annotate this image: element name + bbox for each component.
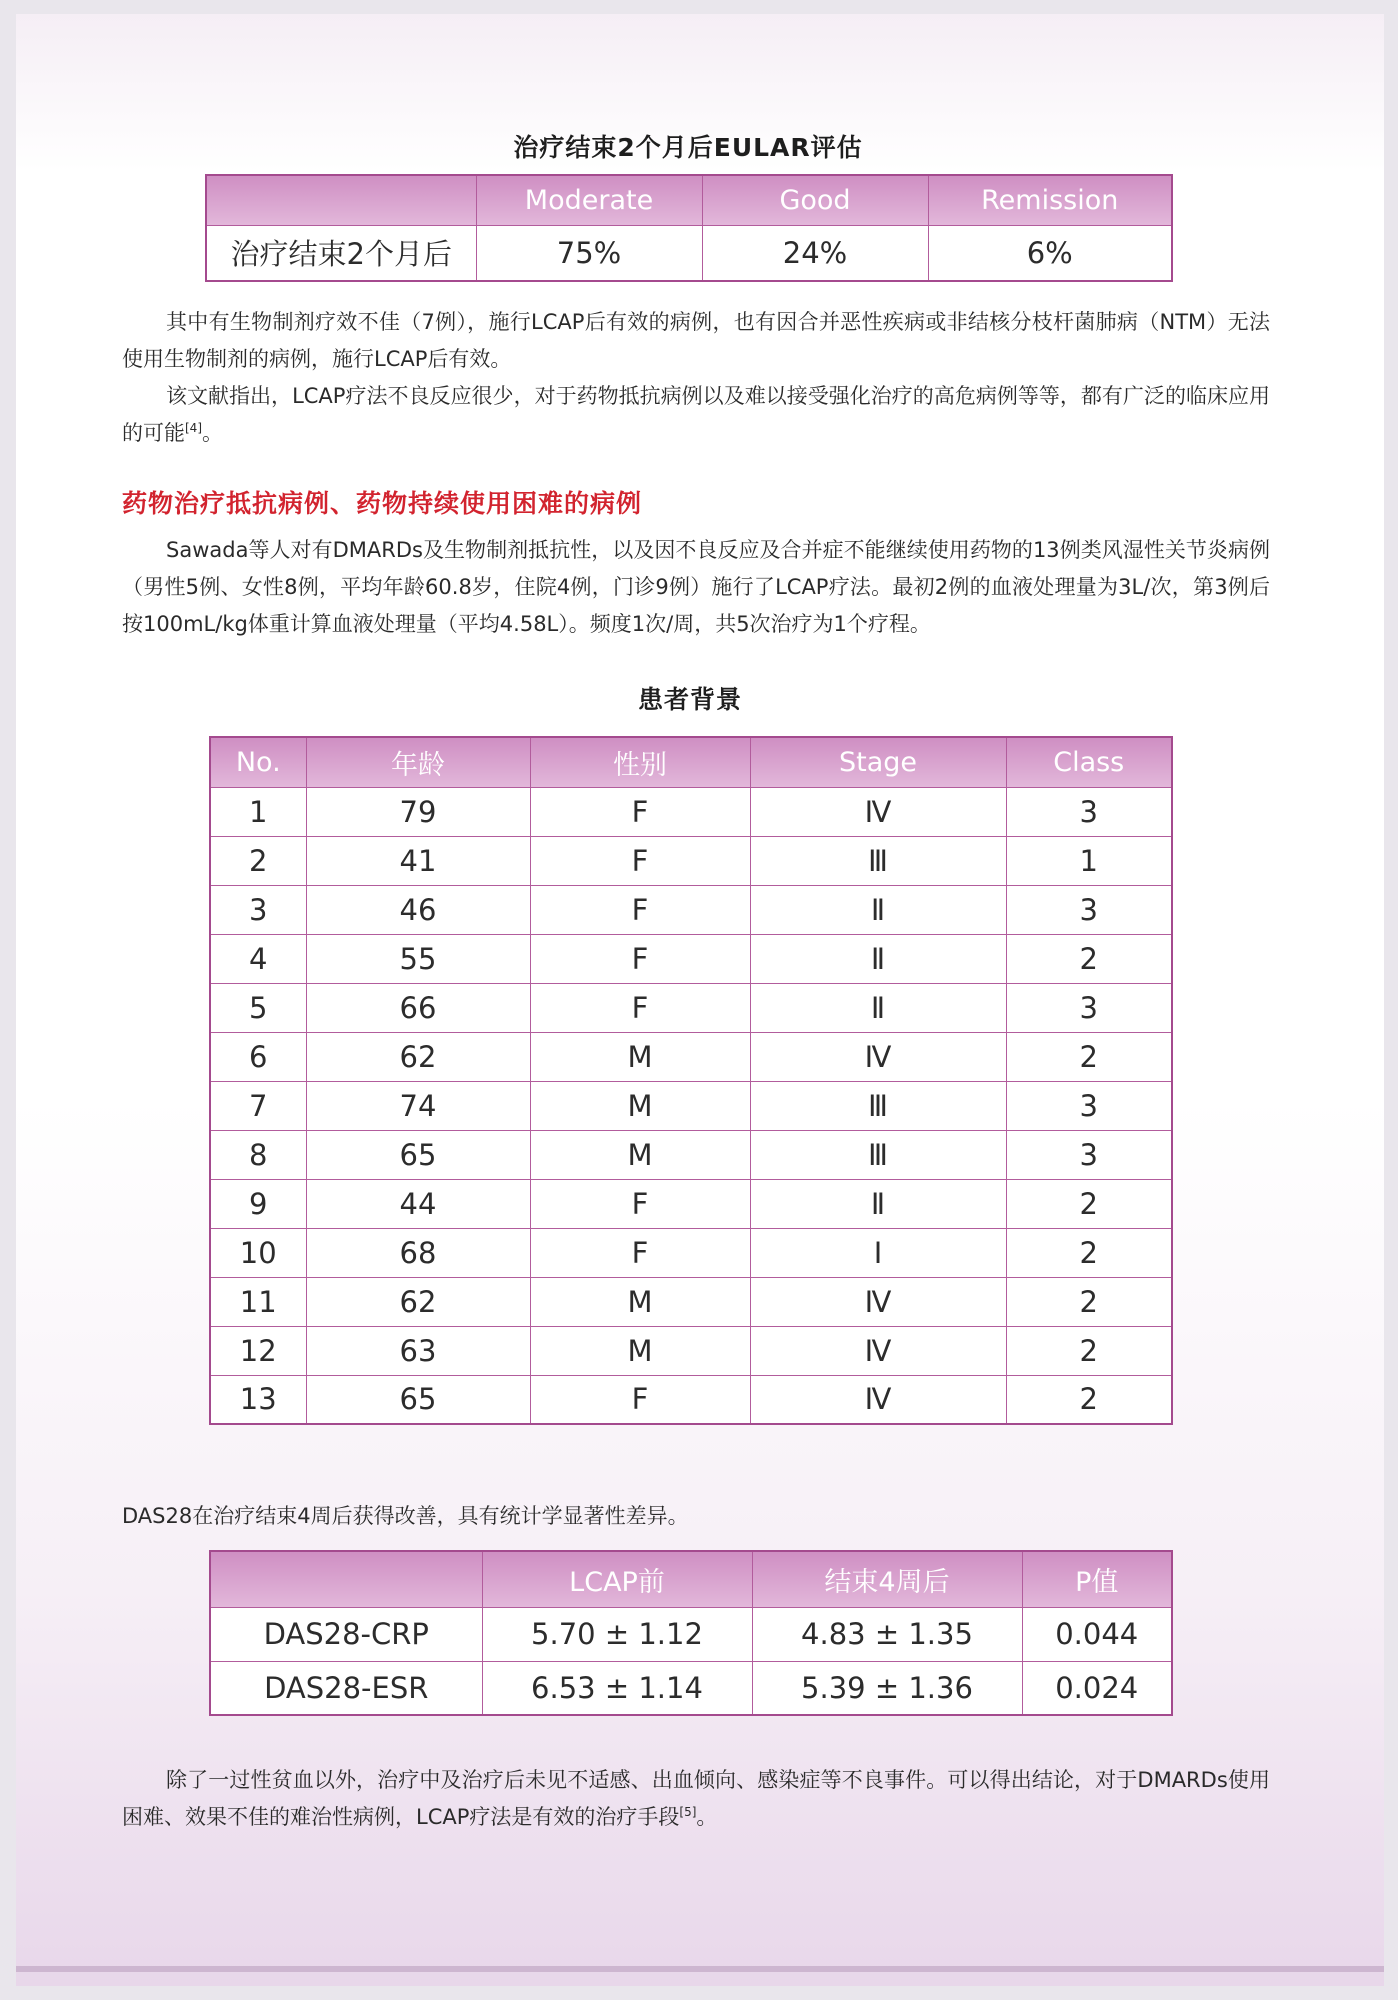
eular-table xyxy=(205,174,1173,282)
table-cell: 0.044 xyxy=(1022,1607,1172,1661)
table-cell: F xyxy=(530,885,750,934)
eular-header-good: Good xyxy=(702,175,928,225)
table-row xyxy=(210,787,1172,836)
table-cell: F xyxy=(530,1375,750,1424)
table-row xyxy=(210,983,1172,1032)
table-row xyxy=(210,885,1172,934)
patient-header-no: No. xyxy=(210,737,306,787)
table-row xyxy=(210,1032,1172,1081)
table-row xyxy=(210,1179,1172,1228)
table-row xyxy=(210,836,1172,885)
table-cell: 2 xyxy=(1006,1032,1172,1081)
table-cell: 63 xyxy=(306,1326,530,1375)
table-cell: 5.70 ± 1.12 xyxy=(482,1607,752,1661)
table-cell: Ⅳ xyxy=(750,787,1006,836)
das-header-before: LCAP前 xyxy=(482,1551,752,1607)
table-cell: 3 xyxy=(1006,885,1172,934)
conclusion-end: 。 xyxy=(696,1805,718,1829)
table-cell: 1 xyxy=(210,787,306,836)
table-row xyxy=(210,1081,1172,1130)
reference-4: [4] xyxy=(185,421,202,435)
table-row xyxy=(210,1277,1172,1326)
section-heading: 药物治疗抵抗病例、药物持续使用困难的病例 xyxy=(122,489,643,518)
table-cell: 62 xyxy=(306,1277,530,1326)
table-row xyxy=(210,1375,1172,1424)
paragraph-conclusion xyxy=(122,1762,1270,1836)
table-cell: 2 xyxy=(1006,1179,1172,1228)
table-cell: Ⅳ xyxy=(750,1326,1006,1375)
table-cell: Ⅱ xyxy=(750,1179,1006,1228)
table-cell: Ⅰ xyxy=(750,1228,1006,1277)
reference-5: [5] xyxy=(679,1805,697,1819)
table-cell: F xyxy=(530,1228,750,1277)
table-cell: 2 xyxy=(1006,1277,1172,1326)
eular-header-empty xyxy=(206,175,476,225)
table-cell: 5.39 ± 1.36 xyxy=(752,1661,1022,1715)
table-cell: Ⅳ xyxy=(750,1032,1006,1081)
das-header-empty xyxy=(210,1551,482,1607)
table-cell: 4 xyxy=(210,934,306,983)
table-cell: 2 xyxy=(1006,1228,1172,1277)
table-cell: F xyxy=(530,836,750,885)
table-cell: F xyxy=(530,983,750,1032)
table-cell: M xyxy=(530,1326,750,1375)
table-cell: 11 xyxy=(210,1277,306,1326)
table-cell: 65 xyxy=(306,1130,530,1179)
table-cell: DAS28-ESR xyxy=(210,1661,482,1715)
table-cell: Ⅲ xyxy=(750,1081,1006,1130)
paragraph-sawada: Sawada等人对有DMARDs及生物制剂抵抗性，以及因不良反应及合并症不能继续使用药物的13例类风湿性关节炎病例（男性5例、女性8例，平均年龄60.8岁，住院4例，门诊9例）施行了LCAP疗法。最初2例的血液处理量为3L/次，第3例后按100mL/kg体重计算血液处理量（平均4.58L）。频度1次/周，共5次治疗为1个疗程。 xyxy=(122,538,1270,636)
table-row xyxy=(210,1228,1172,1277)
table-row xyxy=(210,1130,1172,1179)
table-cell: Ⅱ xyxy=(750,983,1006,1032)
table-cell: 2 xyxy=(210,836,306,885)
table-cell: 62 xyxy=(306,1032,530,1081)
table-cell: 9 xyxy=(210,1179,306,1228)
table-cell: 41 xyxy=(306,836,530,885)
table-cell: 6.53 ± 1.14 xyxy=(482,1661,752,1715)
table-cell: M xyxy=(530,1032,750,1081)
table-cell: F xyxy=(530,787,750,836)
patient-table-caption: 患者背景 xyxy=(637,685,742,714)
table-cell: 2 xyxy=(1006,934,1172,983)
table-cell: Ⅱ xyxy=(750,934,1006,983)
eular-header-moderate: Moderate xyxy=(476,175,702,225)
table-cell: 46 xyxy=(306,885,530,934)
table-cell: Ⅲ xyxy=(750,836,1006,885)
das-intro: DAS28在治疗结束4周后获得改善，具有统计学显著性差异。 xyxy=(122,1504,689,1528)
table-cell: 3 xyxy=(1006,1081,1172,1130)
patient-table xyxy=(209,736,1173,1425)
table-cell: 55 xyxy=(306,934,530,983)
table-row xyxy=(210,1326,1172,1375)
table-row xyxy=(206,225,1172,281)
table-cell: 2 xyxy=(1006,1375,1172,1424)
table-cell: 3 xyxy=(1006,1130,1172,1179)
table-cell: 44 xyxy=(306,1179,530,1228)
document-page xyxy=(16,14,1384,1986)
table-cell: 24% xyxy=(702,225,928,281)
table-cell: 0.024 xyxy=(1022,1661,1172,1715)
table-cell: 6 xyxy=(210,1032,306,1081)
das-header-p: P值 xyxy=(1022,1551,1172,1607)
das-header-after: 结束4周后 xyxy=(752,1551,1022,1607)
table-cell: 68 xyxy=(306,1228,530,1277)
patient-header-class: Class xyxy=(1006,737,1172,787)
eular-table-caption: 治疗结束2个月后EULAR评估 xyxy=(513,133,863,162)
table-row xyxy=(210,1607,1172,1661)
table-cell: M xyxy=(530,1130,750,1179)
table-cell: DAS28-CRP xyxy=(210,1607,482,1661)
table-cell: 79 xyxy=(306,787,530,836)
table-cell: 1 xyxy=(1006,836,1172,885)
table-cell: 8 xyxy=(210,1130,306,1179)
table-row xyxy=(210,1661,1172,1715)
table-cell: 4.83 ± 1.35 xyxy=(752,1607,1022,1661)
table-cell: 13 xyxy=(210,1375,306,1424)
table-cell: 66 xyxy=(306,983,530,1032)
table-cell: 10 xyxy=(210,1228,306,1277)
table-cell: M xyxy=(530,1277,750,1326)
table-cell: Ⅱ xyxy=(750,885,1006,934)
table-cell: Ⅳ xyxy=(750,1277,1006,1326)
table-cell: 3 xyxy=(1006,983,1172,1032)
patient-header-stage: Stage xyxy=(750,737,1006,787)
table-cell: 74 xyxy=(306,1081,530,1130)
table-cell: 2 xyxy=(1006,1326,1172,1375)
table-cell: 3 xyxy=(210,885,306,934)
table-cell: 7 xyxy=(210,1081,306,1130)
eular-header-remission: Remission xyxy=(928,175,1172,225)
paragraph-literature-end: 。 xyxy=(202,421,223,445)
paragraph-literature xyxy=(122,378,1270,452)
table-cell: 65 xyxy=(306,1375,530,1424)
paragraph-bio-resistance: 其中有生物制剂疗效不佳（7例），施行LCAP后有效的病例，也有因合并恶性疾病或非结核分枝杆菌肺病（NTM）无法使用生物制剂的病例，施行LCAP后有效。 xyxy=(122,310,1270,371)
patient-header-sex: 性别 xyxy=(530,737,750,787)
paragraph-literature-text: 该文献指出，LCAP疗法不良反应很少，对于药物抵抗病例以及难以接受强化治疗的高危病例等等，都有广泛的临床应用的可能 xyxy=(122,384,1270,445)
table-cell: 5 xyxy=(210,983,306,1032)
table-cell: 12 xyxy=(210,1326,306,1375)
table-cell: Ⅳ xyxy=(750,1375,1006,1424)
conclusion-text: 除了一过性贫血以外，治疗中及治疗后未见不适感、出血倾向、感染症等不良事件。可以得出结论，对于DMARDs使用困难、效果不佳的难治性病例，LCAP疗法是有效的治疗手段 xyxy=(122,1768,1270,1829)
table-cell: 3 xyxy=(1006,787,1172,836)
table-cell: 治疗结束2个月后 xyxy=(206,225,476,281)
patient-header-age: 年龄 xyxy=(306,737,530,787)
table-cell: Ⅲ xyxy=(750,1130,1006,1179)
table-cell: 75% xyxy=(476,225,702,281)
table-cell: F xyxy=(530,1179,750,1228)
das-table xyxy=(209,1550,1173,1716)
table-row xyxy=(210,934,1172,983)
table-cell: M xyxy=(530,1081,750,1130)
table-cell: 6% xyxy=(928,225,1172,281)
bottom-divider xyxy=(16,1966,1384,1972)
table-cell: F xyxy=(530,934,750,983)
